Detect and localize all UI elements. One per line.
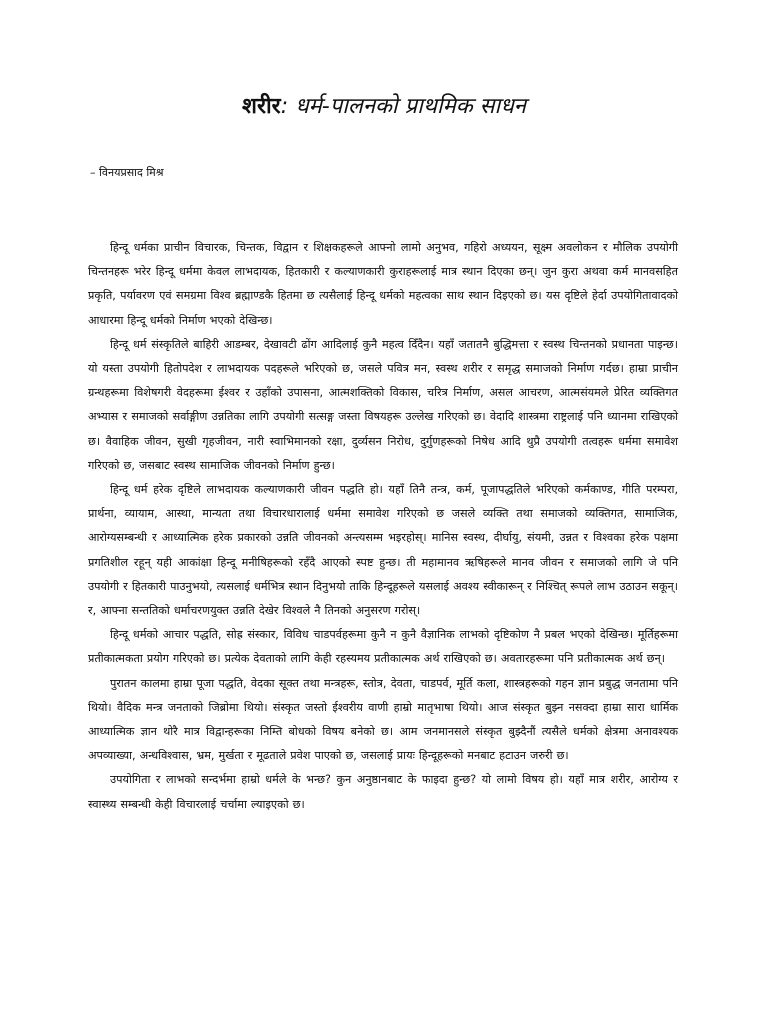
paragraph: पुरातन कालमा हाम्रा पूजा पद्धति, वेदका सूक्त तथा मन्त्रहरू, स्तोत्र, देवता, चाडपर्व, मूर्ति कला, शास्त्रहरूको गहन ज्ञान प्रबुद्ध जनतामा पनि थियो। वैदिक मन्त्र जनताको जिब्रोमा थियो। संस्कृत जस्तो ईश्वरीय वाणी हाम्रो मातृभाषा थियो। आज संस्कृत बुझ्न नसक्दा हाम्रा सारा धार्मिक आध्यात्मिक ज्ञान थोरै मात्र विद्वान्हरूका निम्ति बोधको विषय बनेको छ। आम जनमानसले संस्कृत बुझ्दैनौं त्यसैले धर्मको क्षेत्रमा अनावश्यक अपव्याख्या, अन्धविश्वास, भ्रम, मुर्खता र मूढताले प्रवेश पाएको छ, जसलाई प्रायः हिन्दूहरूको मनबाट हटाउन जरुरी छ। <box>88 676 678 763</box>
title-rest: : धर्म-पालनको प्राथमिक साधन <box>280 94 526 119</box>
paragraph: हिन्दू धर्मको आचार पद्धति, सोह्र संस्कार, विविध चाडपर्वहरूमा कुनै न कुनै वैज्ञानिक लाभको दृष्टिकोण नै प्रबल भएको देखिन्छ। मूर्तिहरूमा प्रतीकात्मकता प्रयोग गरिएको छ। प्रत्येक देवताको लागि केही रहस्यमय प्रतीकात्मक अर्थ राखिएको छ। अवतारहरूमा पनि प्रतीकात्मक अर्थ छन्। <box>88 628 678 666</box>
article-body <box>88 236 678 817</box>
title-prefix: शरीर <box>242 94 281 119</box>
author-line: – विनयप्रसाद मिश्र <box>90 166 164 179</box>
paragraph: हिन्दू धर्म संस्कृतिले बाहिरी आडम्बर, देखावटी ढोंग आदिलाई कुनै महत्व दिँदैन। यहाँ जतातनै बुद्धिमत्ता र स्वस्थ चिन्तनको प्रधानता पाइन्छ। यो यस्ता उपयोगी हितोपदेश र लाभदायक पदहरूले भरिएको छ, जसले पवित्र मन, स्वस्थ शरीर र समृद्ध समाजको निर्माण गर्दछ। हाम्रा प्राचीन ग्रन्थहरूमा विशेषगरी वेदहरूमा ईश्वर र उहाँको उपासना, आत्मशक्तिको विकास, चरित्र निर्माण, असल आचरण, आत्मसंयमले प्रेरित व्यक्तिगत अभ्यास र समाजको सर्वाङ्गीण उन्नतिका लागि उपयोगी सत्सङ्ग जस्ता विषयहरू उल्लेख गरिएको छ। वेदादि शास्त्रमा राष्ट्रलाई पनि ध्यानमा राखिएको छ। वैवाहिक जीवन, सुखी गृहजीवन, नारी स्वाभिमानको रक्षा, दुर्व्यसन निरोध, दुर्गुणहरूको निषेध आदि थुप्रै उपयोगी तत्वहरू धर्ममा समावेश गरिएको छ, जसबाट स्वस्थ सामाजिक जीवनको निर्माण हुन्छ। <box>88 337 678 472</box>
page-title <box>0 90 768 124</box>
paragraph: हिन्दू धर्मका प्राचीन विचारक, चिन्तक, विद्वान र शिक्षकहरूले आफ्नो लामो अनुभव, गहिरो अध्ययन, सूक्ष्म अवलोकन र मौलिक उपयोगी चिन्तनहरू भरेर हिन्दू धर्ममा केवल लाभदायक, हितकारी र कल्याणकारी कुराहरूलाई मात्र स्थान दिएका छन्। जुन कुरा अथवा कर्म मानवसहित प्रकृति, पर्यावरण एवं समग्रमा विश्व ब्रह्माण्डकै हितमा छ त्यसैलाई हिन्दू धर्मको महत्वका साथ स्थान दिइएको छ। यस दृष्टिले हेर्दा उपयोगितावादको आधारमा हिन्दू धर्मको निर्माण भएको देखिन्छ। <box>88 241 678 327</box>
paragraph: उपयोगिता र लाभको सन्दर्भमा हाम्रो धर्मले के भन्छ? कुन अनुष्ठानबाट के फाइदा हुन्छ? यो लामो विषय हो। यहाँ मात्र शरीर, आरोग्य र स्वास्थ्य सम्बन्धी केही विचारलाई चर्चामा ल्याइएको छ। <box>88 773 678 811</box>
paragraph: हिन्दू धर्म हरेक दृष्टिले लाभदायक कल्याणकारी जीवन पद्धति हो। यहाँ तिनै तन्त्र, कर्म, पूजापद्धतिले भरिएको कर्मकाण्ड, गीति परम्परा, प्रार्थना, व्यायाम, आस्था, मान्यता तथा विचारधारालाई धर्ममा समावेश गरिएको छ जसले व्यक्ति तथा समाजको व्यक्तिगत, सामाजिक, आरोग्यसम्बन्धी र आध्यात्मिक हरेक प्रकारको उन्नति जीवनको अन्त्यसम्म भइरहोस्। मानिस स्वस्थ, दीर्घायु, संयमी, उन्नत र विश्वका हरेक पक्षमा प्रगतिशील रहून् यही आकांक्षा हिन्दू मनीषिहरूको रहँदै आएको स्पष्ट हुन्छ। ती महामानव ऋषिहरूले मानव जीवन र समाजको लागि जे पनि उपयोगी र हितकारी पाउनुभयो, त्यसलाई धर्मभित्र स्थान दिनुभयो ताकि हिन्दूहरूले यसलाई अवश्य स्वीकारून् र निश्चित् रूपले लाभ उठाउन सकून्। र, आफ्ना सन्ततिको धर्माचरणयुक्त उन्नति देखेर विश्वले नै तिनको अनुसरण गरोस्। <box>88 483 678 618</box>
